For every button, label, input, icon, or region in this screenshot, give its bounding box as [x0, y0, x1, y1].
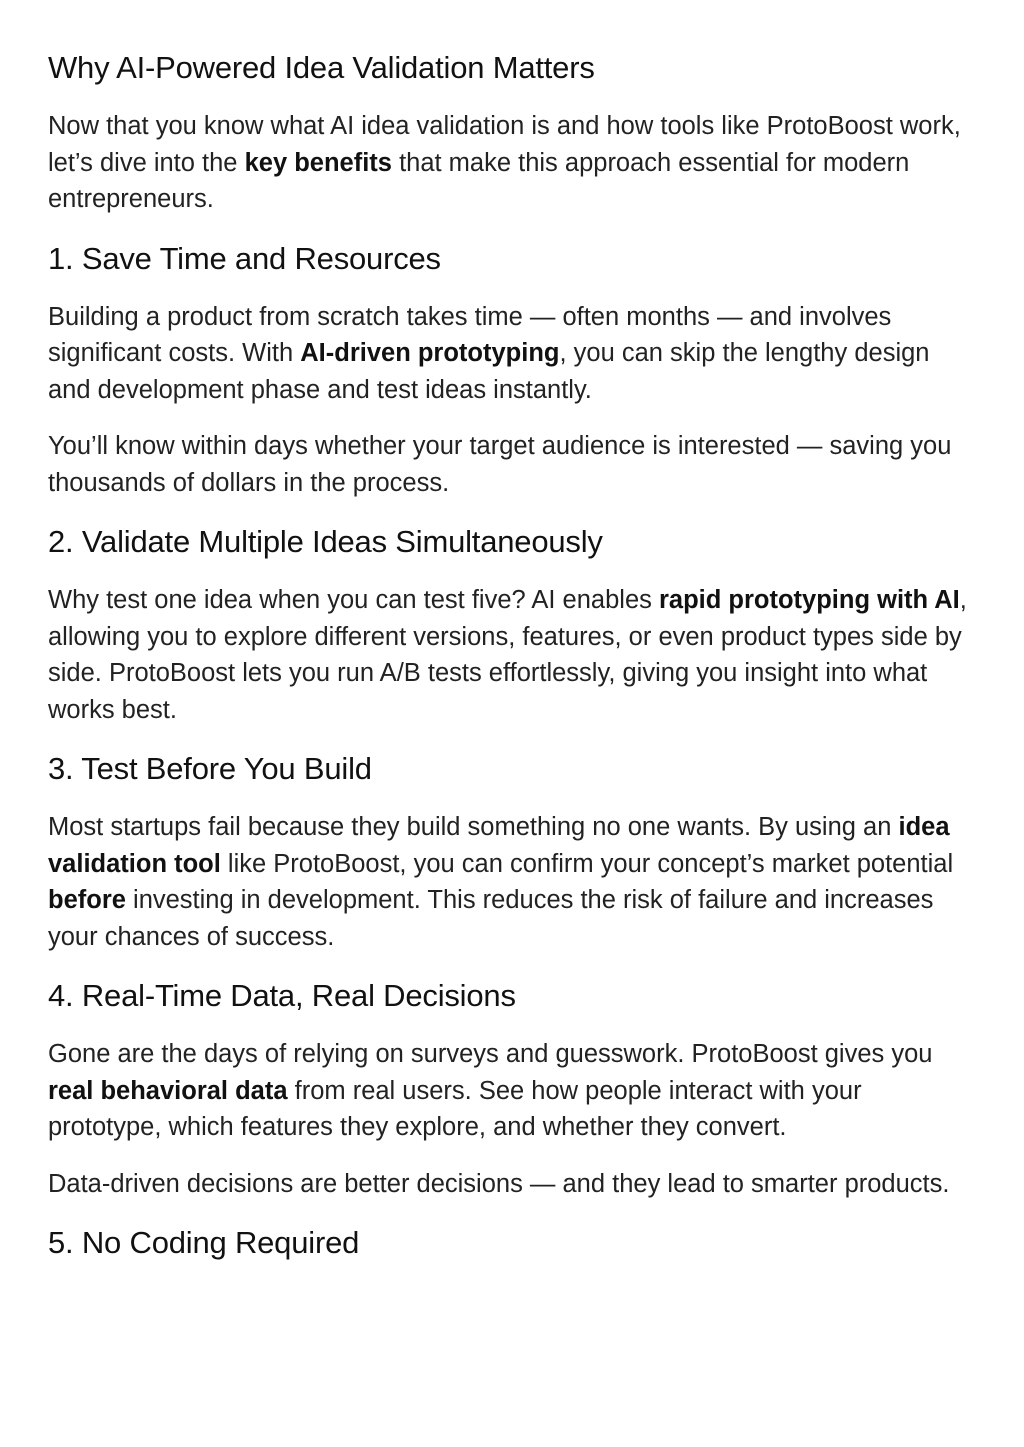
- save-time-paragraph-1: [48, 299, 976, 409]
- text-run: Why test one idea when you can test five? AI enables: [48, 586, 659, 614]
- real-time-data-paragraph-1: [48, 1036, 976, 1146]
- text-run: , allowing you to explore different versions, features, or even product types side by side. ProtoBoost lets you run A/B tests effortlessly, giving you insight into what works best.: [48, 586, 967, 724]
- text-run: Data-driven decisions are better decisions — and they lead to smarter products.: [48, 1169, 950, 1198]
- text-run: Building a product from scratch takes time — often months — and involves significant costs. With: [48, 302, 892, 367]
- bold-phrase: AI-driven prototyping: [300, 339, 560, 367]
- section-heading-real-time-data: 4. Real-Time Data, Real Decisions: [48, 978, 516, 1013]
- text-run: like ProtoBoost, you can confirm your concept’s market potential: [220, 849, 954, 878]
- bold-phrase: before: [48, 886, 126, 914]
- section-heading-validate-multiple: 2. Validate Multiple Ideas Simultaneously: [48, 524, 603, 559]
- text-run: Gone are the days of relying on surveys and guesswork. ProtoBoost gives you: [48, 1040, 933, 1068]
- text-run: Most startups fail because they build something no one wants. By using an: [48, 813, 899, 841]
- text-run: that make this approach essential for modern entrepreneurs.: [48, 148, 910, 213]
- text-run: investing in development. This reduces the risk of failure and increases your chances of success.: [48, 886, 934, 951]
- intro-paragraph: [48, 108, 976, 218]
- text-run: from real users. See how people interact with your prototype, which features they explore, and whether they convert.: [48, 1076, 862, 1141]
- section-heading-save-time: 1. Save Time and Resources: [48, 240, 441, 276]
- real-time-data-paragraph-2: [48, 1166, 976, 1203]
- save-time-paragraph-2: [48, 428, 976, 501]
- article: [48, 48, 976, 1263]
- bold-phrase: key benefits: [244, 148, 392, 177]
- bold-phrase: rapid prototyping with AI: [658, 586, 960, 614]
- test-before-build-paragraph: [48, 809, 976, 955]
- text-run: Now that you know what AI idea validation is and how tools like ProtoBoost work, let’s dive into the: [48, 112, 961, 177]
- section-heading-no-coding: 5. No Coding Required: [48, 1225, 360, 1260]
- bold-phrase: real behavioral data: [48, 1076, 288, 1105]
- bold-phrase: idea validation tool: [48, 813, 950, 878]
- text-run: You’ll know within days whether your target audience is interested — saving you thousands of dollars in the process.: [48, 432, 952, 497]
- text-run: , you can skip the lengthy design and development phase and test ideas instantly.: [48, 339, 930, 404]
- section-heading-why-ai-validation: Why AI-Powered Idea Validation Matters: [48, 50, 595, 85]
- section-heading-test-before-build: 3. Test Before You Build: [48, 751, 372, 786]
- validate-multiple-paragraph: [48, 582, 976, 728]
